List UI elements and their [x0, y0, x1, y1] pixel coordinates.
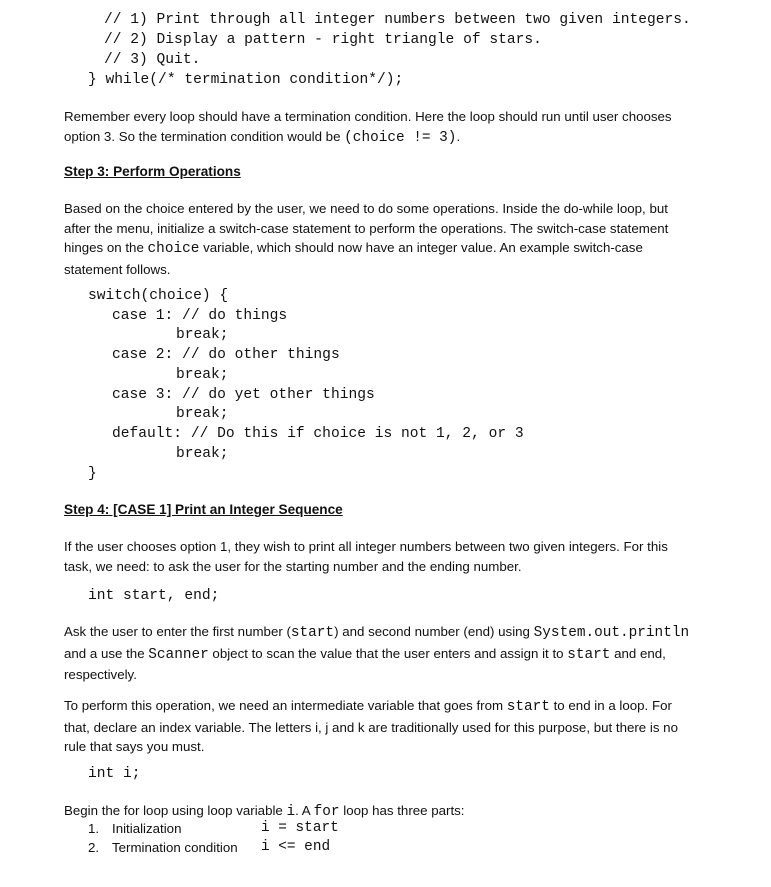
paragraph-step4-index: To perform this operation, we need an intermediate variable that goes from start to end in a loop. For that, declare an index variable. The letters i, j and k are traditionally used for this purpose, but there is no rule that says you must.	[64, 698, 678, 755]
code-line: default: // Do this if choice is not 1, 2, or 3	[112, 426, 524, 442]
code-line: int i;	[88, 766, 141, 782]
paragraph-step4-forloop: Begin the for loop using loop variable i. A for loop has three parts:	[64, 803, 465, 820]
paragraph-termination: Remember every loop should have a termination condition. Here the loop should run until user chooses option 3. So the termination condition would be (choice != 3).	[64, 109, 672, 146]
list-code: i = start	[261, 820, 339, 836]
list-label: Initialization	[112, 821, 182, 836]
step4-heading: Step 4: [CASE 1] Print an Integer Sequence	[64, 502, 343, 517]
code-line: }	[88, 466, 97, 482]
code-line: break;	[176, 327, 229, 343]
paragraph-step3: Based on the choice entered by the user, we need to do some operations. Inside the do-while loop, but after the menu, initialize a switch-case statement to perform the operations. The switch-case statement hinges on the choice variable, which should now have an integer value. An example switch-case statement follows.	[64, 201, 669, 277]
list-number: 2.	[88, 840, 100, 855]
list-label: Termination condition	[112, 840, 238, 855]
list-code: i <= end	[261, 839, 331, 855]
code-line: case 1: // do things	[112, 308, 288, 324]
code-line: int start, end;	[88, 588, 220, 604]
code-line: break;	[176, 446, 229, 462]
code-line: switch(choice) {	[88, 288, 229, 304]
paragraph-step4-intro: If the user chooses option 1, they wish to print all integer numbers between two given integers. For this task, we need: to ask the user for the starting number and the ending number.	[64, 539, 668, 574]
list-number: 1.	[88, 821, 100, 836]
code-line: // 1) Print through all integer numbers between two given integers.	[104, 12, 691, 28]
code-line: // 3) Quit.	[104, 52, 201, 68]
code-line: case 2: // do other things	[112, 347, 340, 363]
step3-heading: Step 3: Perform Operations	[64, 164, 241, 179]
code-line: break;	[176, 367, 229, 383]
code-line: break;	[176, 406, 229, 422]
code-line: // 2) Display a pattern - right triangle of stars.	[104, 32, 542, 48]
paragraph-step4-input: Ask the user to enter the first number (start) and second number (end) using System.out.println and a use the Scanner object to scan the value that the user enters and assign it to start and end, respectively.	[64, 624, 690, 683]
code-line: case 3: // do yet other things	[112, 387, 375, 403]
code-line: } while(/* termination condition*/);	[88, 72, 404, 88]
